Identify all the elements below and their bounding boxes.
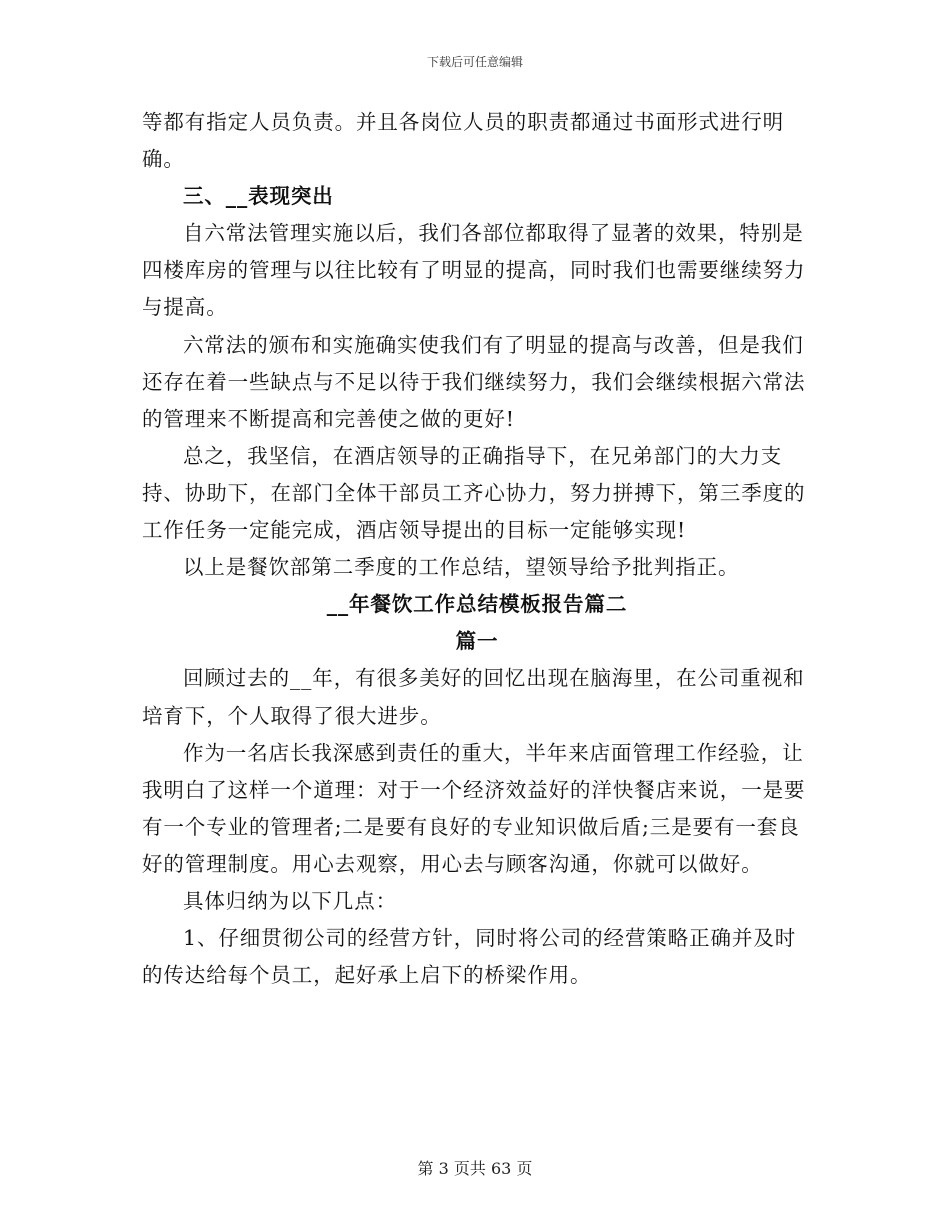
paragraph: 总之，我坚信，在酒店领导的正确指导下，在兄弟部门的大力支持、协助下，在部门全体干部员工齐心协力，努力拼搏下，第三季度的工作任务一定能完成，酒店领导提出的目标一定能够实现! — [142, 443, 806, 543]
section-heading: 三、__表现突出 — [183, 184, 334, 209]
paragraph: 以上是餐饮部第二季度的工作总结，望领导给予批判指正。 — [183, 555, 740, 580]
page-footer: 第 3 页共 63 页 — [417, 1159, 533, 1178]
paragraph: 1、仔细贯彻公司的经营方针，同时将公司的经营策略正确并及时的传达给每个员工，起好承上启下的桥梁作用。 — [142, 926, 797, 988]
paragraph: 具体归纳为以下几点： — [183, 888, 397, 913]
paragraph: 回顾过去的__年，有很多美好的回忆出现在脑海里，在公司重视和培育下，个人取得了很大进步。 — [142, 666, 805, 728]
document-title: __年餐饮工作总结模板报告篇二 — [326, 592, 628, 617]
paragraph: 自六常法管理实施以后，我们各部位都取得了显著的效果，特别是四楼库房的管理与以往比较有了明显的提高，同时我们也需要继续努力与提高。 — [142, 221, 806, 320]
subtitle: 篇一 — [455, 629, 499, 654]
document-body — [142, 104, 812, 994]
paragraph: 作为一名店长我深感到责任的重大，半年来店面管理工作经验，让我明白了这样一个道理：对于一个经济效益好的洋快餐店来说，一是要有一个专业的管理者;二是要有良好的专业知识做后盾;三是要有一套良好的管理制度。用心去观察，用心去与顾客沟通，你就可以做好。 — [142, 740, 806, 876]
page-header: 下载后可任意编辑 — [426, 55, 523, 69]
paragraph: 六常法的颁布和实施确实使我们有了明显的提高与改善，但是我们还存在着一些缺点与不足以待于我们继续努力，我们会继续根据六常法的管理来不断提高和完善使之做的更好! — [142, 332, 806, 431]
paragraph-continuation: 等都有指定人员负责。并且各岗位人员的职责都通过书面形式进行明确。 — [142, 110, 784, 172]
